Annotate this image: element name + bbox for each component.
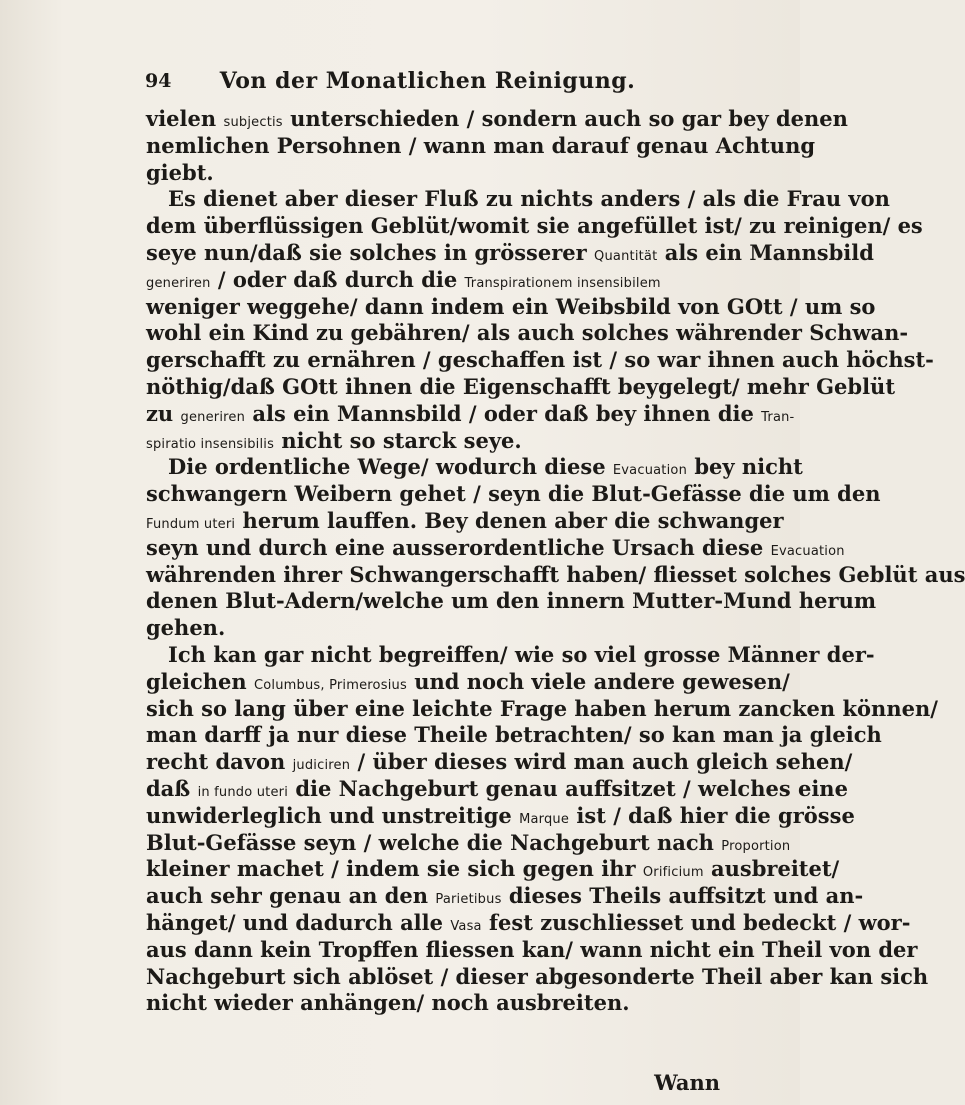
text-run: als ein Mannsbild / oder daß bey ihnen die xyxy=(245,400,762,426)
latin-term: Vasa xyxy=(450,918,482,934)
text-line xyxy=(146,373,896,401)
text-line xyxy=(146,293,876,321)
text-run: gerschafft zu ernähren / geschaffen ist / so war ihnen auch höchst- xyxy=(146,347,934,373)
text-line xyxy=(146,615,746,642)
text-line xyxy=(146,963,929,991)
text-run: fest zuschliesset und bedeckt / wor- xyxy=(481,909,911,935)
text-line xyxy=(146,534,845,562)
latin-term: Evacuation xyxy=(770,543,845,559)
text-line xyxy=(146,454,803,481)
text-run: hänget/ und dadurch alle xyxy=(146,909,451,935)
text-run: ausbreitet/ xyxy=(703,856,840,882)
latin-term: generiren xyxy=(180,409,246,425)
text-run: dieses Theils auffsitzt und an- xyxy=(501,883,864,909)
text-run: seye nun/daß sie solches in grösserer xyxy=(146,239,595,265)
latin-term: in fundo uteri xyxy=(197,784,289,800)
text-body xyxy=(146,106,965,1017)
latin-term: Tran- xyxy=(761,409,795,425)
page-number: 94 xyxy=(145,70,172,92)
text-run: recht davon xyxy=(146,749,293,775)
text-line xyxy=(146,132,816,160)
text-run: als ein Mannsbild xyxy=(657,239,874,265)
text-run: Die ordentliche Wege/ wodurch diese xyxy=(168,454,613,480)
text-line xyxy=(146,588,877,615)
text-line xyxy=(146,990,746,1017)
text-run: sich so lang über eine leichte Frage haben herum zancken können/ xyxy=(146,695,938,721)
text-line xyxy=(146,722,882,749)
latin-term: subjectis xyxy=(223,115,283,130)
text-line xyxy=(146,347,934,374)
text-run: weniger weggehe/ dann indem ein Weibsbild von GOtt / um so xyxy=(146,293,876,319)
text-run: auch sehr genau an den xyxy=(146,883,436,909)
text-run: / oder daß durch die xyxy=(210,266,465,292)
text-run: schwangern Weibern gehet / seyn die Blut-Gefässe die um den xyxy=(146,481,881,507)
text-run: dem überflüssigen Geblüt/womit sie angefüllet ist/ zu reinigen/ es xyxy=(146,213,923,239)
text-run: nicht wieder anhängen/ noch ausbreiten. xyxy=(146,990,630,1016)
text-line xyxy=(146,186,890,213)
latin-term: judiciren xyxy=(292,758,351,774)
text-line xyxy=(146,641,875,669)
text-run: denen Blut-Adern/welche um den innern Mutter-Mund herum xyxy=(146,588,877,614)
latin-term: Proportion xyxy=(721,838,791,854)
text-line xyxy=(146,320,909,347)
text-line xyxy=(146,213,923,240)
latin-term: Transpirationem insensibilem xyxy=(464,275,661,291)
text-run: Ich kan gar nicht begreiffen/ wie so viel grosse Männer der- xyxy=(168,641,875,667)
text-line xyxy=(146,507,784,535)
text-run: ist / daß hier die grösse xyxy=(569,802,855,828)
latin-term: Quantität xyxy=(594,248,658,264)
text-line xyxy=(146,936,918,964)
latin-term: spiratio insensibilis xyxy=(146,436,275,452)
text-run: Blut-Gefässe seyn / welche die Nachgeburt nach xyxy=(146,829,722,855)
text-line xyxy=(146,668,790,696)
text-run: gehen. xyxy=(146,615,226,641)
text-line xyxy=(146,749,853,776)
text-run: zu xyxy=(146,400,181,426)
latin-term: Columbus, Primerosius xyxy=(254,677,407,693)
text-run: nemlichen Persohnen / wann man darauf genau Achtung xyxy=(146,132,816,158)
catchword: Wann xyxy=(654,1070,720,1095)
text-line xyxy=(146,239,874,267)
latin-term: generiren xyxy=(146,275,211,291)
text-run: Es dienet aber dieser Fluß zu nichts anders / als die Frau von xyxy=(168,186,890,212)
text-run: daß xyxy=(146,775,198,801)
text-run: kleiner machet / indem sie sich gegen ihr xyxy=(146,856,643,882)
text-line xyxy=(146,106,848,133)
running-head: Von der Monatlichen Reinigung. xyxy=(219,68,636,94)
text-run: nöthig/daß GOtt ihnen die Eigenschafft beygelegt/ mehr Geblüt xyxy=(146,373,896,399)
text-run: giebt. xyxy=(146,159,214,185)
text-run: unwiderleglich und unstreitige xyxy=(146,802,520,828)
text-line xyxy=(146,400,795,428)
text-line xyxy=(146,481,881,508)
text-run: / über dieses wird man auch gleich sehen/ xyxy=(350,749,853,775)
text-run: bey nicht xyxy=(687,454,803,480)
text-line xyxy=(146,829,791,857)
text-run: man darff ja nur diese Theile betrachten/ so kan man ja gleich xyxy=(146,722,882,748)
text-run: vielen xyxy=(146,106,224,131)
text-run: herum lauffen. Bey denen aber die schwanger xyxy=(235,507,784,533)
text-run: wohl ein Kind zu gebähren/ als auch solches währender Schwan- xyxy=(146,320,909,346)
text-line xyxy=(146,428,746,455)
text-run: und noch viele andere gewesen/ xyxy=(406,668,790,694)
text-line xyxy=(146,856,840,883)
text-run: Nachgeburt sich ablöset / dieser abgesonderte Theil aber kan sich xyxy=(146,963,929,989)
latin-term: Marque xyxy=(519,811,570,827)
text-run: seyn und durch eine ausserordentliche Ursach diese xyxy=(146,534,771,560)
text-line xyxy=(146,160,746,187)
text-run: gleichen xyxy=(146,668,254,694)
text-line xyxy=(146,561,965,589)
latin-term: Orificium xyxy=(642,865,704,881)
text-run: unterschieden / sondern auch so gar bey denen xyxy=(282,106,848,131)
latin-term: Evacuation xyxy=(612,463,688,479)
text-line xyxy=(146,695,938,723)
text-line xyxy=(146,802,855,830)
latin-term: Fundum uteri xyxy=(146,516,236,532)
text-line xyxy=(146,267,746,294)
text-run: währenden ihrer Schwangerschafft haben/ fliesset solches Geblüt aus xyxy=(146,561,965,587)
latin-term: Parietibus xyxy=(435,892,502,908)
page-header xyxy=(145,70,710,100)
text-run: nicht so starck seye. xyxy=(274,427,522,453)
text-run: aus dann kein Tropffen fliessen kan/ wann nicht ein Theil von der xyxy=(146,936,918,962)
text-line xyxy=(146,775,848,803)
text-line xyxy=(146,883,864,910)
text-line xyxy=(146,909,911,937)
text-run: die Nachgeburt genau auffsitzet / welches eine xyxy=(288,775,848,801)
